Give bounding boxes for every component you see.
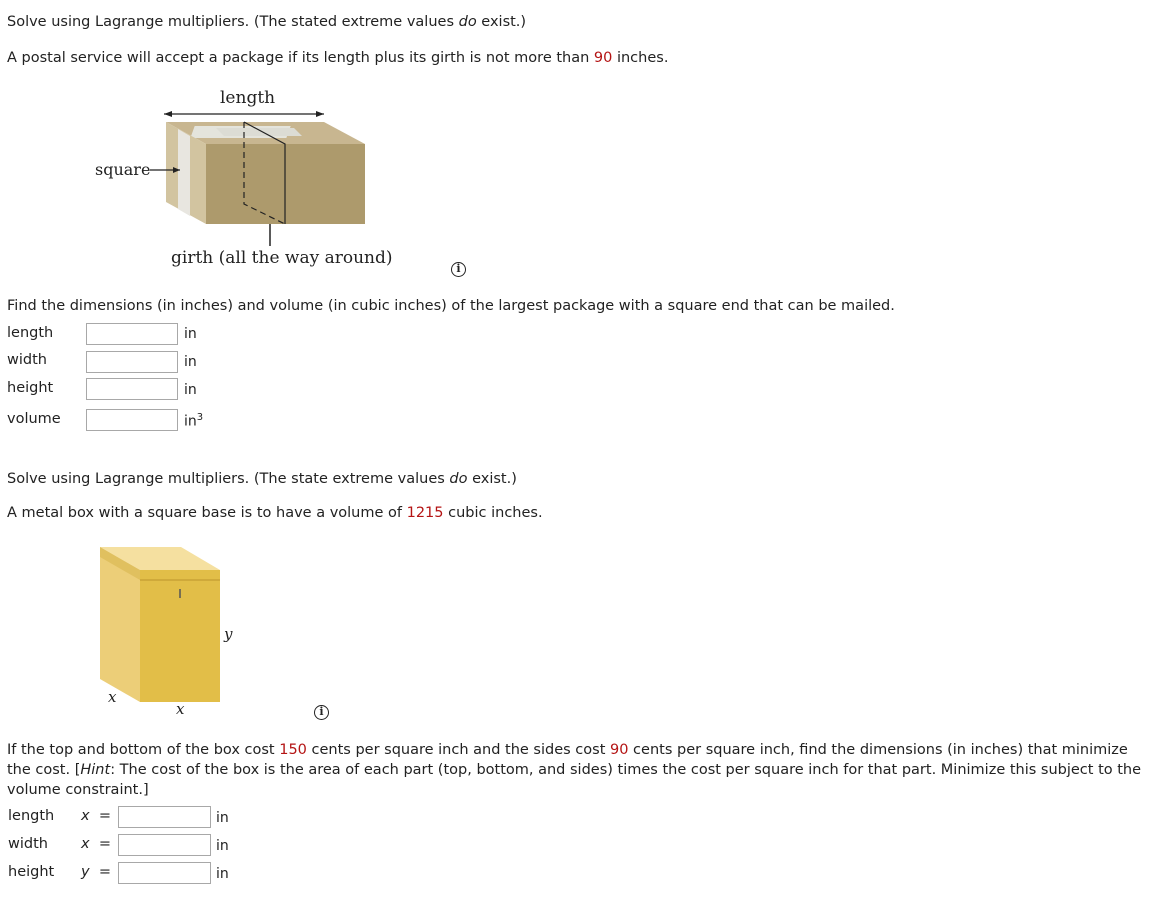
problem2-statement [7, 503, 1147, 523]
problem1-instruction [7, 12, 1147, 32]
hint-label: Hint [80, 762, 111, 778]
unit-length: in [216, 810, 229, 826]
question-text: cents per square inch, find the dimensions (in inches) that minimize the cost. [ [7, 742, 1128, 778]
top-bottom-cost-value: 150 [279, 742, 307, 758]
unit-height: in [184, 382, 197, 398]
equals-sign: = [98, 864, 111, 880]
variable-y: y [81, 864, 90, 880]
field-label-width: width [8, 836, 48, 852]
field-label-volume: volume [7, 411, 61, 427]
field-label-length: length [8, 808, 55, 824]
variable-x: x [81, 836, 90, 852]
unit-width: in [184, 354, 197, 370]
length-label: length [220, 88, 276, 108]
field-label-length: length [7, 325, 54, 341]
instruction-emphasis: do [449, 471, 468, 487]
equals-sign: = [98, 836, 111, 852]
y-label: y [224, 625, 233, 643]
height-y-input[interactable] [118, 862, 211, 884]
unit-volume-exponent: 3 [196, 412, 204, 423]
volume-input[interactable] [86, 409, 178, 431]
x-side-label: x [108, 688, 117, 706]
field-label-width: width [7, 352, 47, 368]
info-icon[interactable]: i [314, 705, 329, 720]
problem2-question [7, 740, 1149, 800]
volume-value: 1215 [406, 505, 444, 521]
variable-x: x [81, 808, 90, 824]
field-label-height: height [8, 864, 55, 880]
info-icon[interactable]: i [451, 262, 466, 277]
statement-text: A postal service will accept a package if its length plus its girth is not more than [7, 50, 594, 66]
height-variable [81, 864, 111, 880]
instruction-emphasis: do [458, 14, 477, 30]
instruction-text: Solve using Lagrange multipliers. (The stated extreme values [7, 14, 459, 30]
problem1-question: Find the dimensions (in inches) and volume (in cubic inches) of the largest package with a square end that can be mailed. [7, 298, 895, 314]
width-input[interactable] [86, 351, 178, 373]
side-cost-value: 90 [610, 742, 629, 758]
girth-limit-value: 90 [593, 50, 613, 66]
girth-label: girth (all the way around) [171, 248, 393, 268]
unit-height: in [216, 866, 229, 882]
length-input[interactable] [86, 323, 178, 345]
instruction-text-end: exist.) [476, 14, 527, 30]
package-figure [80, 84, 400, 274]
question-text: : The cost of the box is the area of each part (top, bottom, and sides) times the cost per square inch for that part. Minimize this subject to the volume constraint.] [7, 762, 1142, 798]
problem1-statement [7, 48, 1147, 68]
statement-text: A metal box with a square base is to have a volume of [7, 505, 407, 521]
question-text: cents per square inch and the sides cost [306, 742, 610, 758]
x-front-label: x [176, 700, 185, 718]
field-label-height: height [7, 380, 54, 396]
equals-sign: = [98, 808, 111, 824]
instruction-text-end: exist.) [467, 471, 517, 487]
unit-length: in [184, 326, 197, 342]
length-variable [81, 808, 111, 824]
width-variable [81, 836, 111, 852]
instruction-text: Solve using Lagrange multipliers. (The state extreme values [7, 471, 450, 487]
unit-volume [184, 412, 203, 430]
width-x-input[interactable] [118, 834, 211, 856]
problem2-instruction [7, 469, 1147, 489]
statement-text-end: inches. [612, 50, 669, 66]
statement-text-end: cubic inches. [443, 505, 543, 521]
unit-width: in [216, 838, 229, 854]
unit-volume-base: in [184, 413, 197, 430]
length-x-input[interactable] [118, 806, 211, 828]
question-text: If the top and bottom of the box cost [7, 742, 280, 758]
height-input[interactable] [86, 378, 178, 400]
square-label: square [95, 160, 151, 179]
